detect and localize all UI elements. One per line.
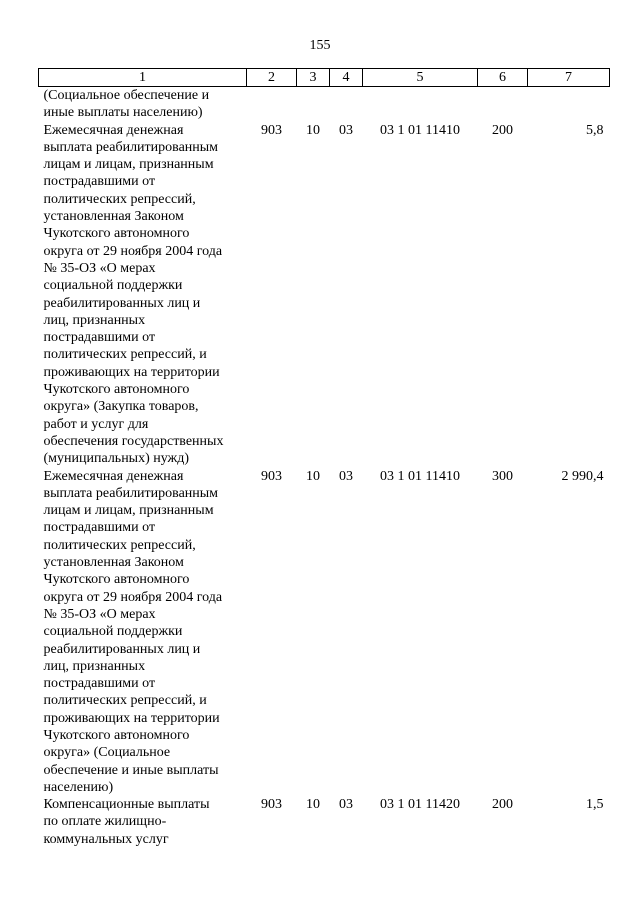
row-name-line: выплата реабилитированным <box>43 485 219 501</box>
row-name-line: обеспечение и иные выплаты <box>43 762 219 778</box>
table-body <box>39 87 610 849</box>
table-row <box>39 468 610 797</box>
row-name-line: Чукотского автономного <box>43 727 190 743</box>
column-header-5: 5 <box>363 69 478 87</box>
row-name-cell <box>39 122 247 468</box>
row-name-line: политических репрессий, <box>43 191 196 207</box>
row-name-line: проживающих на территории <box>43 364 220 380</box>
row-name-line: лиц, признанных <box>43 312 146 328</box>
row-name-line: социальной поддержки <box>43 624 183 640</box>
row-name-line: пострадавшими от <box>43 676 156 692</box>
row-name-cell <box>39 796 247 848</box>
row-name-line: округа» (Закупка товаров, <box>43 399 199 415</box>
expense-type-cell: 300 <box>492 468 513 484</box>
subsection-cell: 03 <box>339 122 353 138</box>
table-row <box>39 122 610 468</box>
row-name-cell <box>39 87 247 122</box>
row-name-line: округа от 29 ноября 2004 года <box>43 243 223 259</box>
row-name-line: Ежемесячная денежная <box>43 468 184 484</box>
row-name-line: Ежемесячная денежная <box>43 122 184 138</box>
admin-code-cell: 903 <box>261 797 282 813</box>
row-name-line: округа» (Социальное <box>43 745 171 761</box>
row-name-line: реабилитированных лиц и <box>43 295 201 311</box>
amount-cell: 2 990,4 <box>561 468 604 484</box>
row-name-line: социальной поддержки <box>43 278 183 294</box>
row-name-line: коммунальных услуг <box>43 831 169 847</box>
amount-cell: 5,8 <box>586 122 604 138</box>
row-name-line: населению) <box>43 779 114 795</box>
target-article-cell: 03 1 01 11410 <box>380 468 460 484</box>
row-name-line: работ и услуг для <box>43 416 149 432</box>
expense-type-cell <box>478 87 528 122</box>
row-name-line: по оплате жилищно- <box>43 814 167 830</box>
row-name-line: обеспечения государственных <box>43 433 224 449</box>
row-name-line: № 35-ОЗ «О мерах <box>43 260 156 276</box>
row-name-line: округа от 29 ноября 2004 года <box>43 589 223 605</box>
row-name-line: иные выплаты населению) <box>43 105 203 121</box>
row-name-line: № 35-ОЗ «О мерах <box>43 606 156 622</box>
row-name-line: политических репрессий, и <box>43 347 207 363</box>
row-name-line: пострадавшими от <box>43 174 156 190</box>
row-name-line: политических репрессий, и <box>43 693 207 709</box>
row-name-line: проживающих на территории <box>43 710 220 726</box>
subsection-cell <box>330 87 363 122</box>
row-name-line: Чукотского автономного <box>43 226 190 242</box>
admin-code-cell <box>247 87 297 122</box>
row-name-line: установленная Законом <box>43 209 184 225</box>
column-header-7: 7 <box>528 69 610 87</box>
section-cell: 10 <box>306 797 320 813</box>
row-name-line: выплата реабилитированным <box>43 139 219 155</box>
column-header-1: 1 <box>39 69 247 87</box>
row-name-line: Чукотского автономного <box>43 572 190 588</box>
row-name-line: лицам и лицам, признанным <box>43 503 214 519</box>
row-name-line: лицам и лицам, признанным <box>43 157 214 173</box>
table-header-row <box>39 69 610 87</box>
column-header-6: 6 <box>478 69 528 87</box>
row-name-line: политических репрессий, <box>43 537 196 553</box>
row-name-line: пострадавшими от <box>43 520 156 536</box>
target-article-cell: 03 1 01 11410 <box>380 122 460 138</box>
column-header-4: 4 <box>330 69 363 87</box>
table-row <box>39 87 610 122</box>
target-article-cell: 03 1 01 11420 <box>380 797 460 813</box>
table-row <box>39 796 610 848</box>
row-name-line: лиц, признанных <box>43 658 146 674</box>
section-cell <box>297 87 330 122</box>
amount-cell <box>528 87 610 122</box>
section-cell: 10 <box>306 468 320 484</box>
column-header-2: 2 <box>247 69 297 87</box>
section-cell: 10 <box>306 122 320 138</box>
row-name-line: пострадавшими от <box>43 330 156 346</box>
row-name-line: Компенсационные выплаты <box>43 797 210 813</box>
subsection-cell: 03 <box>339 797 353 813</box>
row-name-cell <box>39 468 247 797</box>
admin-code-cell: 903 <box>261 122 282 138</box>
expense-type-cell: 200 <box>492 797 513 813</box>
row-name-line: реабилитированных лиц и <box>43 641 201 657</box>
row-name-line: Чукотского автономного <box>43 382 190 398</box>
target-article-cell <box>363 87 478 122</box>
budget-table <box>38 68 610 848</box>
page-number: 155 <box>309 38 331 53</box>
row-name-line: установленная Законом <box>43 555 184 571</box>
expense-type-cell: 200 <box>492 122 513 138</box>
row-name-line: (муниципальных) нужд) <box>43 451 190 467</box>
row-name-line: (Социальное обеспечение и <box>43 88 210 103</box>
amount-cell: 1,5 <box>586 797 604 813</box>
column-header-3: 3 <box>297 69 330 87</box>
subsection-cell: 03 <box>339 468 353 484</box>
admin-code-cell: 903 <box>261 468 282 484</box>
